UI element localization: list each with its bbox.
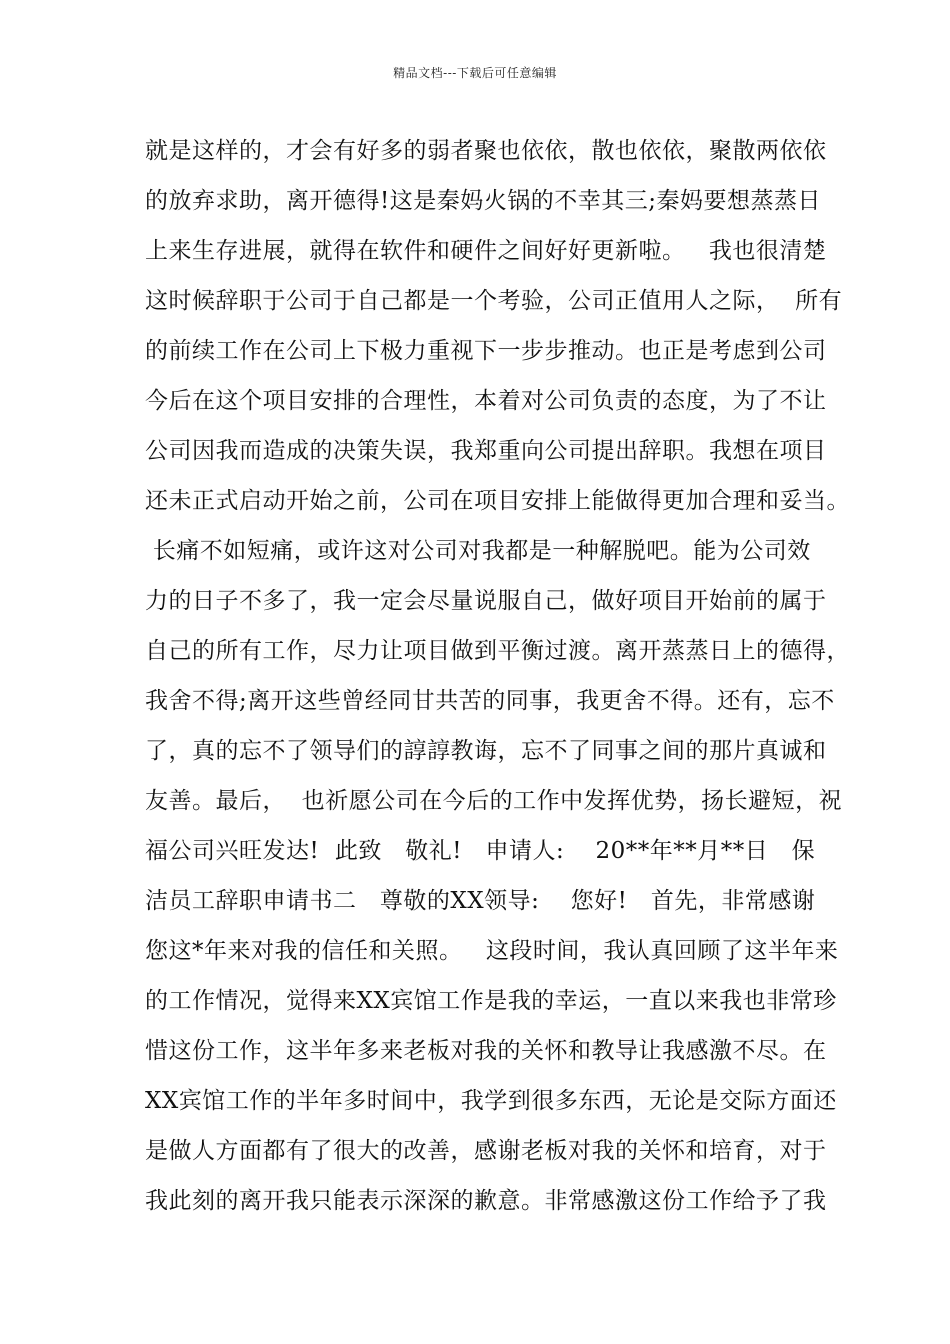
text-line: 了，真的忘不了领导们的諄諄教诲，忘不了同事之间的那片真诚和 <box>145 738 827 764</box>
text-line: 福公司兴旺发达! 此致 敬礼! 申请人: 20**年**月**日 保 <box>145 838 816 864</box>
text-line: 我此刻的离开我只能表示深深的歉意。非常感激这份工作给予了我 <box>145 1188 827 1214</box>
text-line: 自己的所有工作，尽力让项目做到平衡过渡。离开蒸蒸日上的德得， <box>145 638 850 664</box>
text-line: XX宾馆工作的半年多时间中，我学到很多东西，无论是交际方面还 <box>145 1088 837 1114</box>
text-line: 惜这份工作，这半年多来老板对我的关怀和教导让我感激不尽。在 <box>145 1038 827 1064</box>
text-line: 的前续工作在公司上下极力重视下一步步推动。也正是考虑到公司 <box>145 338 827 364</box>
text-line: 公司因我而造成的决策失误，我郑重向公司提出辞职。我想在项目 <box>145 438 827 464</box>
text-line: 这时候辞职于公司于自己都是一个考验，公司正值用人之际， 所有 <box>145 288 843 314</box>
text-line: 就是这样的，才会有好多的弱者聚也依依，散也依依，聚散两依依 <box>145 138 827 164</box>
text-line: 上来生存进展，就得在软件和硬件之间好好更新啦。 我也很清楚 <box>145 238 827 264</box>
text-line: 友善。最后， 也祈愿公司在今后的工作中发挥优势，扬长避短，祝 <box>145 788 843 814</box>
text-line: 今后在这个项目安排的合理性，本着对公司负责的态度，为了不让 <box>145 388 827 414</box>
text-line: 还未正式启动开始之前，公司在项目安排上能做得更加合理和妥当。 <box>145 488 850 514</box>
text-line: 是做人方面都有了很大的改善，感谢老板对我的关怀和培育，对于 <box>145 1138 827 1164</box>
page-header: 精品文档---下载后可任意编辑 <box>393 66 557 80</box>
text-line: 的工作情况，觉得来XX宾馆工作是我的幸运，一直以来我也非常珍 <box>145 988 837 1014</box>
text-line: 的放弃求助，离开德得!这是秦妈火锅的不幸其三;秦妈要想蒸蒸日 <box>145 188 821 214</box>
document-body <box>145 126 850 1226</box>
text-line: 洁员工辞职申请书二 尊敬的XX领导: 您好! 首先，非常感谢 <box>145 888 816 914</box>
text-line: 力的日子不多了，我一定会尽量说服自己，做好项目开始前的属于 <box>145 588 827 614</box>
text-line: 长痛不如短痛，或许这对公司对我都是一种解脱吧。能为公司效 <box>145 538 811 564</box>
text-line: 您这*年来对我的信任和关照。 这段时间，我认真回顾了这半年来 <box>145 938 839 964</box>
text-line: 我舍不得;离开这些曾经同甘共苦的同事，我更舍不得。还有，忘不 <box>145 688 835 714</box>
